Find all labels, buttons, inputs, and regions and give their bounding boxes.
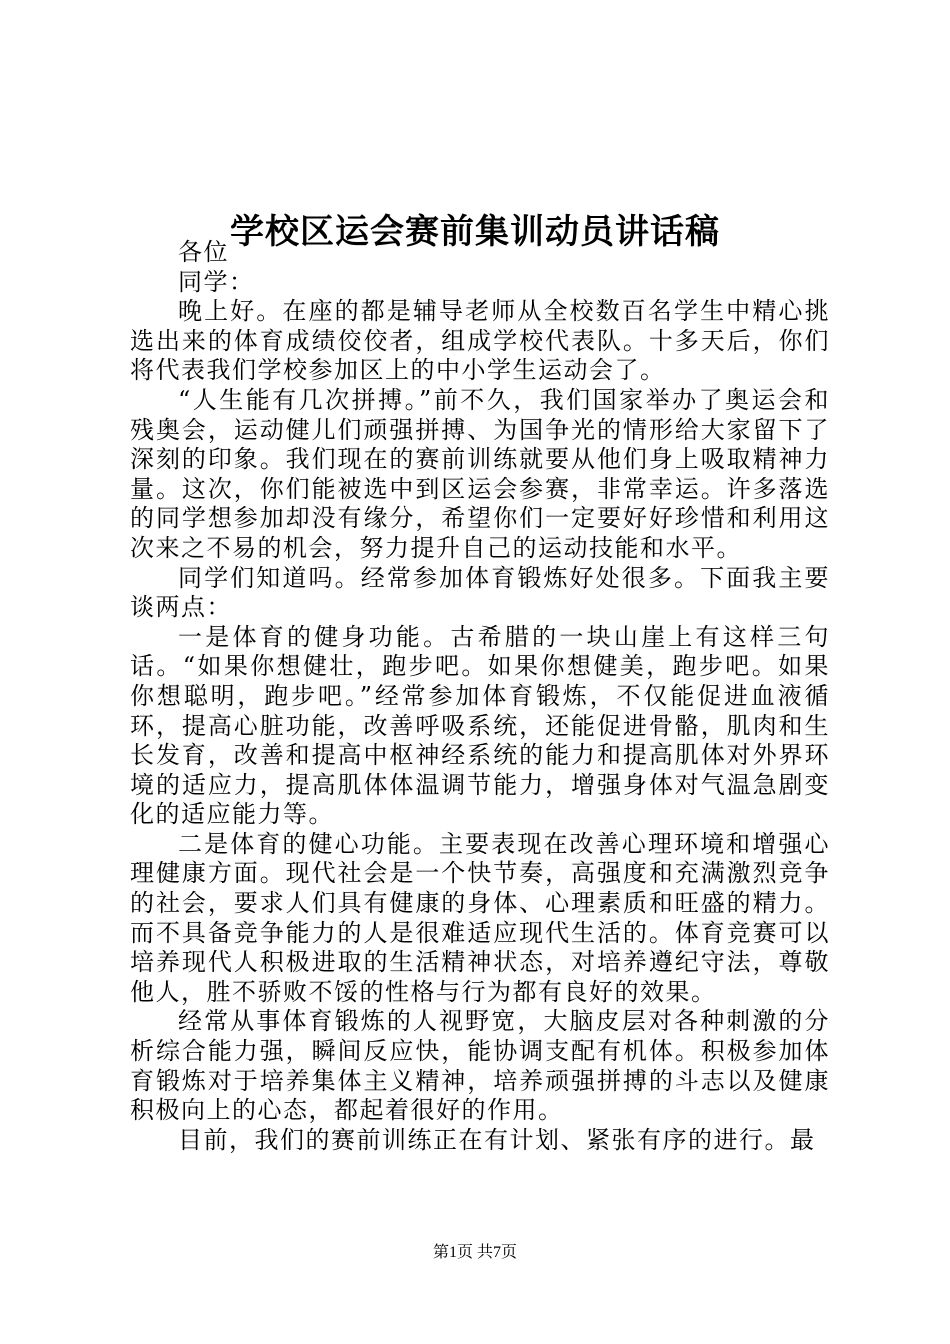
paragraph: “人生能有几次拼搏。”前不久，我们国家举办了奥运会和残奥会，运动健儿们顽强拼搏、为国争光的情形给大家留下了深刻的印象。我们现在的赛前训练就要从他们身上吸取精神力量。这次，你们能被选中到区运会参赛，非常幸运。许多落选的同学想参加却没有缘分，希望你们一定要好好珍惜和利用这次来之不易的机会，努力提升自己的运动技能和水平。 (130, 385, 830, 562)
page-footer (0, 1242, 950, 1264)
paragraph: 同学们知道吗。经常参加体育锻炼好处很多。下面我主要谈两点： (130, 563, 830, 622)
paragraph: 目前，我们的赛前训练正在有计划、紧张有序的进行。最 (178, 1125, 816, 1154)
paragraph: 一是体育的健身功能。古希腊的一块山崖上有这样三句话。“如果你想健壮，跑步吧。如果你想健美，跑步吧。如果你想聪明，跑步吧。”经常参加体育锻炼，不仅能促进血液循环，提高心脏功能，改善呼吸系统，还能促进骨骼，肌肉和生长发育，改善和提高中枢神经系统的能力和提高肌体对外界环境的适应力，提高肌体体温调节能力，增强身体对气温急剧变化的适应能力等。 (130, 622, 830, 829)
paragraph: 各位 (178, 238, 229, 266)
paragraph: 经常从事体育锻炼的人视野宽，大脑皮层对各种刺激的分析综合能力强，瞬间反应快，能协调支配有机体。积极参加体育锻炼对于培养集体主义精神，培养顽强拼搏的斗志以及健康积极向上的心态，都起着很好的作用。 (130, 1007, 830, 1125)
document-body (130, 238, 830, 1155)
paragraph: 同学： (178, 267, 255, 296)
paragraph: 晚上好。在座的都是辅导老师从全校数百名学生中精心挑选出来的体育成绩佼佼者，组成学校代表队。十多天后，你们将代表我们学校参加区上的中小学生运动会了。 (130, 297, 830, 385)
paragraph: 二是体育的健心功能。主要表现在改善心理环境和增强心理健康方面。现代社会是一个快节奏，高强度和充满激烈竞争的社会，要求人们具有健康的身体、心理素质和旺盛的精力。而不具备竞争能力的人是很难适应现代生活的。体育竞赛可以培养现代人积极进取的生活精神状态，对培养遵纪守法，尊敬他人，胜不骄败不馁的性格与行为都有良好的效果。 (130, 829, 830, 1006)
page-number: 第1页 共7页 (432, 1244, 517, 1261)
document-title: 学校区运会赛前集训动员讲话稿 (230, 211, 720, 252)
